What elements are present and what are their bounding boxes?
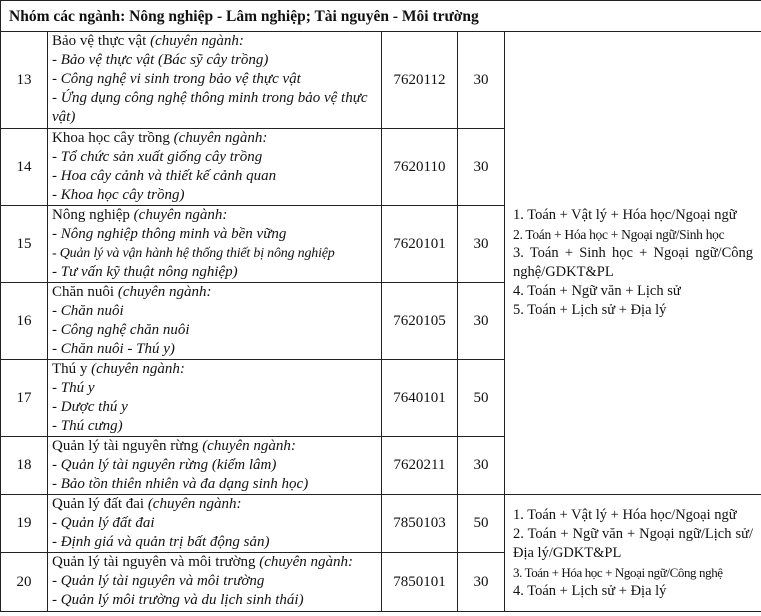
major-title [52,360,377,379]
specialization: - Công nghệ chăn nuôi [52,322,190,338]
specialization: - Quản lý đất đai [52,515,155,531]
major-title [52,437,377,456]
table-row [1,495,761,553]
combo-item: 5. Toán + Lịch sử + Địa lý [513,302,667,318]
major-code: 7640101 [382,360,458,437]
subject-combinations-a [505,32,761,495]
major-code: 7620105 [382,283,458,360]
specialization: - Thú y [52,380,95,396]
specialization: - Ứng dụng công nghệ thông minh trong bảo vệ thực vật) [52,90,368,125]
major-cell [48,206,382,283]
major-cell [48,283,382,360]
row-number: 19 [1,495,48,553]
quota: 30 [458,437,505,495]
row-number: 18 [1,437,48,495]
major-cell [48,495,382,553]
specialization: - Tổ chức sản xuất giống cây trồng [52,149,263,165]
major-title [52,129,377,148]
major-title [52,553,377,572]
quota: 30 [458,283,505,360]
major-suffix: (chuyên ngành: [91,361,185,377]
major-name: Thú y [52,361,88,377]
specialization: - Thú cưng) [52,418,123,434]
major-name: Bảo vệ thực vật [52,33,147,49]
specialization: - Chăn nuôi [52,303,124,319]
major-title [52,32,377,51]
table-row [1,32,761,129]
major-cell [48,360,382,437]
major-suffix: (chuyên ngành: [202,438,296,454]
major-title [52,495,377,514]
combo-item: 2. Toán + Ngữ văn + Ngoại ngữ/Lịch sử/Địa lý/GDKT&PL [513,525,754,561]
specialization: - Quản lý tài nguyên và môi trường [52,573,265,589]
combo-item: 2. Toán + Hóa học + Ngoại ngữ/Sinh học [513,227,725,242]
major-suffix: (chuyên ngành: [150,33,244,49]
major-code: 7620112 [382,32,458,129]
specialization: - Bảo vệ thực vật (Bác sỹ cây trồng) [52,52,269,68]
major-title [52,206,377,225]
major-name: Quản lý tài nguyên và môi trường [52,554,256,570]
combo-item: 3. Toán + Sinh học + Ngoại ngữ/Công nghệ/GDKT&PL [513,245,754,280]
major-suffix: (chuyên ngành: [133,207,228,223]
row-number: 20 [1,553,48,612]
row-number: 13 [1,32,48,129]
specialization: - Hoa cây cảnh và thiết kế cảnh quan [52,168,277,184]
quota: 30 [458,129,505,206]
specialization: - Bảo tồn thiên nhiên và đa dạng sinh học) [52,476,309,492]
quota: 30 [458,32,505,129]
major-cell [48,437,382,495]
major-name: Chăn nuôi [52,284,115,300]
specialization: - Khoa học cây trồng) [52,187,185,203]
row-number: 15 [1,206,48,283]
specialization: - Nông nghiệp thông minh và bền vững [52,226,287,242]
combo-item: 1. Toán + Vật lý + Hóa học/Ngoại ngữ [513,207,737,223]
major-suffix: (chuyên ngành: [259,554,353,570]
major-code: 7620211 [382,437,458,495]
specialization: - Dược thú y [52,399,128,415]
combo-item: 4. Toán + Ngữ văn + Lịch sử [513,283,681,299]
major-title [52,283,377,302]
major-name: Quản lý tài nguyên rừng [52,438,199,454]
specialization: - Công nghệ vi sinh trong bảo vệ thực vật [52,71,301,87]
specialization: - Tư vấn kỹ thuật nông nghiệp) [52,264,238,280]
quota: 50 [458,360,505,437]
quota: 30 [458,553,505,612]
specialization: - Chăn nuôi - Thú y) [52,341,175,357]
row-number: 16 [1,283,48,360]
major-suffix: (chuyên ngành: [173,130,268,146]
subject-combinations-b [505,495,761,612]
group-header: Nhóm các ngành: Nông nghiệp - Lâm nghiệp; Tài nguyên - Môi trường [1,1,761,32]
major-suffix: (chuyên ngành: [117,284,212,300]
major-cell [48,553,382,612]
quota: 50 [458,495,505,553]
combo-item: 4. Toán + Lịch sử + Địa lý [513,582,667,599]
specialization: - Quản lý và vận hành hệ thống thiết bị nông nghiệp [52,246,335,261]
major-cell [48,129,382,206]
major-name: Nông nghiệp [52,207,130,223]
major-name: Khoa học cây trồng [52,130,170,146]
combo-item: 3. Toán + Hóa học + Ngoại ngữ/Công nghệ [513,564,723,580]
major-name: Quản lý đất đai [52,496,145,512]
row-number: 14 [1,129,48,206]
specialization: - Định giá và quản trị bất động sản) [52,534,270,550]
quota: 30 [458,206,505,283]
major-suffix: (chuyên ngành: [147,496,242,512]
major-code: 7620110 [382,129,458,206]
major-code: 7850103 [382,495,458,553]
combo-item: 1. Toán + Vật lý + Hóa học/Ngoại ngữ [513,506,737,523]
specialization: - Quản lý tài nguyên rừng (kiểm lâm) [52,457,277,473]
major-code: 7850101 [382,553,458,612]
specialization: - Quản lý môi trường và du lịch sinh thái) [52,592,304,608]
major-code: 7620101 [382,206,458,283]
row-number: 17 [1,360,48,437]
major-cell [48,32,382,129]
